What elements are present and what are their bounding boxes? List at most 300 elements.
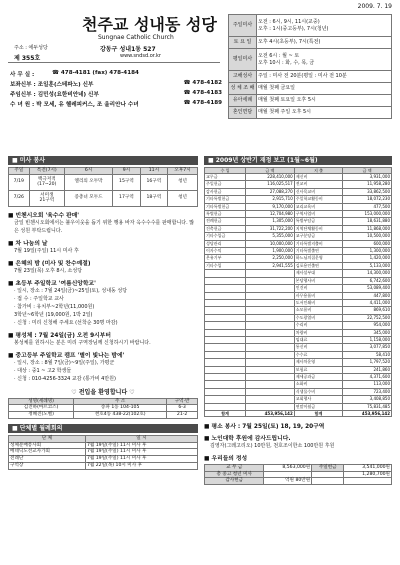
expense-amount: 600,000 [343,240,392,247]
table-cell: 총 중고 청년 미사 [205,471,264,478]
income-amount: 116,025,517 [246,181,295,188]
notice-line: · 참가비 : 유치부~2학년(11,000원) [14,303,95,310]
income-item [205,299,246,306]
income-amount: 10,000,000 [246,240,295,247]
expense-item: 소모품비 [294,307,343,314]
income-item [205,292,246,299]
contact-list [10,70,222,110]
income-item: 감사헌금 [205,188,246,195]
table-cell: 백극저적 (17~20) [29,174,64,190]
expense-amount: 58,410 [343,351,392,358]
column-header: 단 체 [9,435,86,442]
income-item [205,314,246,321]
income-amount [246,329,295,336]
total-income: 453,956,142 [246,411,295,417]
table-cell: 정혜진(노벨) [9,412,74,419]
income-item [205,285,246,292]
income-item: 건축헌금 [205,225,246,232]
expense-item: 제사차운영 [294,359,343,366]
expense-amount: 1,158,000 [343,336,392,343]
income-item [205,373,246,380]
expense-item: 제세공과금 [294,373,343,380]
offering-table [204,464,392,485]
expense-item: 도서인쇄비 [294,299,343,306]
income-amount [246,285,295,292]
expense-amount: 33,862,500 [343,188,392,195]
expense-item: 수리비 [294,322,343,329]
schedule-label: 주일미사 [229,15,257,37]
table-row [9,449,198,456]
contact-tel: ☎ 478-4183 [183,90,222,96]
expense-item: 차량비 [294,329,343,336]
income-amount [246,351,295,358]
contact-label: 수 녀 원 : 박 모세, 유 헬레피커스, 조 올리안나 수녀 [10,102,139,108]
table-cell: 김진하(마르코스) [9,405,74,412]
expense-item: 교구분당금 [294,233,343,240]
table-cell: 천호4동 438-22(102호) [74,412,167,419]
finance-total-row [205,411,392,417]
expense-item: 임대료 [294,336,343,343]
table-cell: 청년 [168,174,198,190]
finance-row [205,248,392,255]
schedule-value: 주일 : 미사 전 20분(평일 : 미사 전 10분 [257,71,392,83]
schedule-row [229,49,392,71]
column-header: 11시 [140,168,167,175]
expense-amount: 447,800 [343,292,392,299]
schedule-label: 토 요 일 [229,37,257,49]
expense-amount: 53,089,400 [343,285,392,292]
table-cell: 전례단 [9,456,86,463]
income-item: 이자수익 [205,248,246,255]
table-cell: 억원 80만원 [264,478,312,485]
total-label: 합계 [205,411,246,417]
table-cell: 17구역 [113,190,140,206]
finance-row [205,255,392,262]
table-header-row [9,168,198,175]
schedule-value: 매월 첫째 금요일 [257,83,392,95]
income-amount [246,396,295,403]
table-cell: 7월 19일(주일) 11시 미사 후 [85,449,197,456]
newcomers-table [8,398,198,419]
expense-item: 제신비 [294,174,343,181]
income-amount: 31,722,200 [246,225,295,232]
income-item: 주일헌금 [205,181,246,188]
column-header: 주일 [9,168,30,175]
expense-item: 수도광열비 [294,314,343,321]
table-cell: 송파 1동 104-105 [74,405,167,412]
table-cell: 주일헌금 [312,465,344,472]
notice-text: 금일 빈첸시오회에서는 불우이웃을 돕기 위한 행용 바자 옥수수수를 판매합니다. 많은 성원 부탁드립니다. [14,219,195,234]
table-cell: 7/26 [9,190,30,206]
expense-item: 식생물수비 [294,388,343,395]
column-header: 오후7시 [168,168,198,175]
expense-item: 제사설부대 [294,270,343,277]
column-header: 일 시 [85,435,197,442]
finance-row [205,381,392,388]
expense-item: 김포용인출연 [294,262,343,269]
finance-row [205,211,392,218]
table-cell: 6-3 [167,405,198,412]
column-header: 지 출 [294,168,343,174]
contact-label: 보좌신부 : 조일훈(스테파노) 신부 [10,82,94,88]
expense-item: 소화비 [294,381,343,388]
finance-row [205,359,392,366]
schedule-row [229,83,392,95]
income-amount [246,277,295,284]
expense-item: 통신비 [294,344,343,351]
expense-amount: 6,742,600 [343,277,392,284]
finance-row [205,403,392,410]
finance-row [205,336,392,343]
income-item [205,277,246,284]
church-title: 천주교 성내동 성당 [82,15,217,34]
income-amount [246,359,295,366]
income-item: 기타특별헌금 [205,203,246,210]
table-cell: 1,280,700원 [344,471,392,478]
income-item [205,344,246,351]
expense-amount: 1,420,000 [343,255,392,262]
table-row [205,465,392,472]
income-amount: 2,915,710 [246,196,295,203]
note-heading: ■ 평소 봉사 : 7월 25일(토) 18, 19, 20구역 [204,424,325,430]
finance-row [205,292,392,299]
expense-item: 신사목교비 [294,188,343,195]
notice-line: · 접 수 : 주일학교 교사 [14,295,64,302]
finance-row [205,277,392,284]
expense-amount: 14,300,000 [343,270,392,277]
expense-item: 기타특별출연 [294,248,343,255]
issue-number: 제 355호 [14,55,41,62]
income-item [205,366,246,373]
finance-row [205,299,392,306]
expense-amount: 1,300,000 [343,248,392,255]
finance-row [205,351,392,358]
column-header: 구역·반 [167,398,198,405]
expense-item: 하느님의집운영 [294,255,343,262]
expense-amount: 113,000 [343,381,392,388]
expense-item: 지역단체활동비 [294,225,343,232]
schedule-row [229,95,392,107]
finance-row [205,285,392,292]
notice-line: · 신청 : 010-4256-3324 교감 (통가비 4만원) [14,375,116,382]
table-cell: 엘리의 오두막 [65,174,113,190]
notice-heading: ■ 초등부 주일학교 '여름신앙학교' [8,280,96,287]
schedule-label: 성 체 조 배 [229,83,257,95]
table-cell [312,478,344,485]
groups-heading: ■ 단체별 월례회의 [8,424,198,433]
income-item: 전례헌금 [205,218,246,225]
table-row [9,405,198,412]
income-item: 기타특별헌금 [205,196,246,203]
notice-line: 3학년~6학년 (19,000원, 1박 2일) [14,311,93,318]
income-amount: 1,900,000 [246,248,295,255]
schedule-value: 오전 6시 : 월 ~ 토 오후 10시 : 화, 수, 목, 금 [257,49,392,71]
church-address-label: 주소 : 에두성당 [14,45,48,51]
table-cell: 구역장 [9,462,86,469]
church-subtitle: Sungnae Catholic Church [98,34,174,41]
mass-schedule-box [228,14,392,119]
notice-text: 봉성체를 원하시는 분은 미리 구역장님께 신청하시기 바랍니다. [14,339,151,346]
expense-item: 구역사업비 [294,211,343,218]
income-item [205,359,246,366]
expense-amount: 3,408,850 [343,396,392,403]
income-item: 기타수입 [205,262,246,269]
table-cell: 7월 19일(주일) 11시 미사 후 [85,456,197,463]
table-cell: 18구역 [140,190,167,206]
income-amount: 27,088,270 [246,188,295,195]
income-amount: 228,410,000 [246,174,295,181]
notice-line: · 일시, 장소 : 8월 7일(금)~9일(주일), 가평군 [14,359,115,366]
income-amount [246,366,295,373]
right-column [204,156,392,485]
notice-heading: ■ 중고등부 주일학교 캠프 '별이 빛나는 밤에' [8,352,125,359]
expense-amount: 723,400 [343,388,392,395]
notice-heading: ■ 평성체 : 7월 24일(금) 오전 9시부터 [8,332,111,339]
notice-heading: ■ 은혜의 밤 (미사 및 찬수예절) [8,260,91,267]
expense-amount: 3,931,000 [343,174,392,181]
income-amount: 5,355,000 [246,233,295,240]
income-amount [246,307,295,314]
income-amount: 9,170,000 [246,203,295,210]
expense-amount: 75,831,485 [343,403,392,410]
schedule-row [229,15,392,37]
expense-item: 기타특별지출비 [294,240,343,247]
table-cell [264,471,312,478]
finance-table [204,167,392,417]
table-cell: 증총녀 모두드 [65,190,113,206]
expense-amount: 153,000,000 [343,211,392,218]
schedule-value: 오전 : 6시, 9시, 11시(교중) 오후 : 1시(중고등부), 7시(청년) [257,15,392,37]
schedule-row [229,107,392,119]
expense-item: 교회행사 [294,396,343,403]
column-header: 성명(세례명) [9,398,74,405]
expense-amount: 18,072,230 [343,196,392,203]
notice-line: · 신청 : 미리 신청해 주세요 (선착순 30명 마감) [14,319,118,326]
schedule-label: 유아세례 [229,95,257,107]
income-item [205,403,246,410]
mass-schedule-table [228,14,392,119]
contact-tel: ☎ 478-4189 [183,100,222,106]
income-item [205,396,246,403]
table-cell: 베네딕도선교자가회 [9,449,86,456]
finance-row [205,196,392,203]
notice-text: 7월 19일(주일) 11시 미사 후 [14,247,79,254]
finance-row [205,174,392,181]
contact-row [10,100,222,110]
income-amount [246,403,295,410]
income-item: 기타수입금 [205,233,246,240]
expense-amount: 954,000 [343,322,392,329]
mass-service-heading: ■ 미사 봉사 [8,156,198,165]
column-header: 주 소 [74,398,167,405]
schedule-row [229,71,392,83]
contact-label: 주임신부 : 김민성(요한비안네) 신부 [10,92,99,98]
income-item [205,388,246,395]
finance-row [205,270,392,277]
note-text: 김영자(그레고리오) 10만원, 천호조이한소 100만원 후원 [210,443,335,449]
income-amount [246,373,295,380]
finance-row [205,307,392,314]
table-cell [344,478,392,485]
table-cell: 3,541,000원 [344,465,392,472]
table-cell: 교 무 금 [205,465,264,472]
expense-item: 주일학교활동비 [294,196,343,203]
note-heading: ■ 노인대학 후원에 감사드립니다. [204,436,291,442]
income-item [205,381,246,388]
finance-row [205,329,392,336]
column-header: 9시 [113,168,140,175]
header-rule [8,62,220,63]
schedule-value: 매월 첫째 토요일 오후 5시 [257,95,392,107]
income-amount: 1,305,000 [246,218,295,225]
finance-heading: ■ 2009년 상반기 재정 보고 (1월~6월) [204,156,392,165]
contact-tel: ☎ 478-4182 [183,80,222,86]
church-website[interactable]: www.sndsd.or.kr [120,53,161,59]
notice-heading: ■ 차 나눔의 날 [8,240,48,247]
expense-item: 수수료 [294,351,343,358]
expense-amount: 18,631,880 [343,218,392,225]
notice-line: · 일시, 장소 : 7월 24일(금)~25일(토), 성내동 성당 [14,287,128,294]
income-amount: 12,704,980 [246,211,295,218]
schedule-row [229,37,392,49]
finance-row [205,225,392,232]
newcomers-heading: ♡ 전입을 환영합니다 ♡ [71,388,135,396]
income-amount [246,292,295,299]
schedule-value: 오후 4시(초등부), 7시(특전) [257,37,392,49]
income-item [205,351,246,358]
finance-row [205,233,392,240]
notice-heading: ■ 빈첸시오회 '육수수 판매' [8,212,80,219]
note-heading: ■ 우리들의 정성 [204,456,248,462]
table-cell: 감사헌금 [205,478,264,485]
table-cell: 청년 [168,190,198,206]
table-header-row [9,435,198,442]
table-cell: 7/19 [9,174,30,190]
issue-date: 2009. 7. 19 [357,3,392,10]
income-item [205,322,246,329]
table-row [9,442,198,449]
income-amount: 2,250,000 [246,255,295,262]
income-item [205,307,246,314]
schedule-label: 혼인면담 [229,107,257,119]
finance-body [205,174,392,417]
expense-amount: 477,500 [343,203,392,210]
expense-amount: 5,133,000 [343,262,392,269]
total-label: 합계 [294,411,343,417]
expense-item: 인건비 [294,285,343,292]
finance-row [205,344,392,351]
income-amount: 2,941,555 [246,262,295,269]
income-amount [246,270,295,277]
table-row [9,174,198,190]
notice-text: 7월 23일(목) 오후 8시, 소성당 [14,267,83,274]
column-header: 수 입 [205,168,246,174]
income-amount [246,388,295,395]
finance-row [205,373,392,380]
income-amount [246,344,295,351]
income-amount [246,314,295,321]
church-address: 강동구 성내1동 527 [100,46,156,53]
table-cell [312,471,344,478]
table-cell: 8,563,000원 [264,465,312,472]
expense-item: 전교비 [294,181,343,188]
schedule-label: 평일미사 [229,49,257,71]
expense-amount: 869,610 [343,307,392,314]
contact-row [10,80,222,90]
income-item [205,270,246,277]
table-row [205,478,392,485]
income-item: 특별헌금 [205,211,246,218]
mass-service-table [8,167,198,207]
contact-label: 사 무 실 : [10,72,35,78]
expense-amount: 10,500,000 [343,233,392,240]
income-item [205,336,246,343]
expense-item: 교리교육비 [294,203,343,210]
expense-amount: 345,000 [343,329,392,336]
finance-row [205,262,392,269]
expense-amount: 4,371,600 [343,373,392,380]
finance-row [205,203,392,210]
table-header-row [9,398,198,405]
income-item: 성당관리 [205,240,246,247]
finance-row [205,396,392,403]
expense-amount: 1,797,520 [343,359,392,366]
contact-row [10,70,222,80]
income-item: 온유기부 [205,255,246,262]
income-amount [246,381,295,388]
table-cell: 15구역 [113,174,140,190]
table-cell: 7월 22일(목) 10시 미사 후 [85,462,197,469]
table-row [9,412,198,419]
income-item [205,329,246,336]
income-amount [246,336,295,343]
expense-item: 특별부담금 [294,218,343,225]
expense-amount: 241,860 [343,366,392,373]
income-amount [246,322,295,329]
expense-item: 보험료 [294,366,343,373]
table-cell: 16구역 [140,174,167,190]
table-row [9,462,198,469]
expense-amount: 4,411,000 [343,299,392,306]
column-header: 금 액 [343,168,392,174]
column-header: 6시 [65,168,113,175]
table-cell: 성체분배봉사회 [9,442,86,449]
groups-table [8,435,198,470]
finance-row [205,322,392,329]
table-cell: 7월 19일(주일) 11시 미사 후 [85,442,197,449]
schedule-value: 매월 첫째 주일 오후 5시 [257,107,392,119]
finance-row [205,188,392,195]
schedule-label: 고해성사 [229,71,257,83]
expense-item: 사무용품비 [294,292,343,299]
finance-row [205,240,392,247]
contact-tel: ☎ 478-4181 (fax) 478-4184 [52,70,139,76]
finance-row [205,314,392,321]
expense-amount: 11,958,280 [343,181,392,188]
table-cell: 서미생 21구역 [29,190,64,206]
expense-amount: 22,752,500 [343,314,392,321]
finance-row [205,388,392,395]
income-amount [246,299,295,306]
finance-row [205,181,392,188]
finance-row [205,366,392,373]
expense-item: 본당행사비 [294,277,343,284]
table-row [205,471,392,478]
expense-amount: 3,077,850 [343,344,392,351]
table-row [9,190,198,206]
expense-amount: 11,868,000 [343,225,392,232]
income-item: 교무금 [205,174,246,181]
